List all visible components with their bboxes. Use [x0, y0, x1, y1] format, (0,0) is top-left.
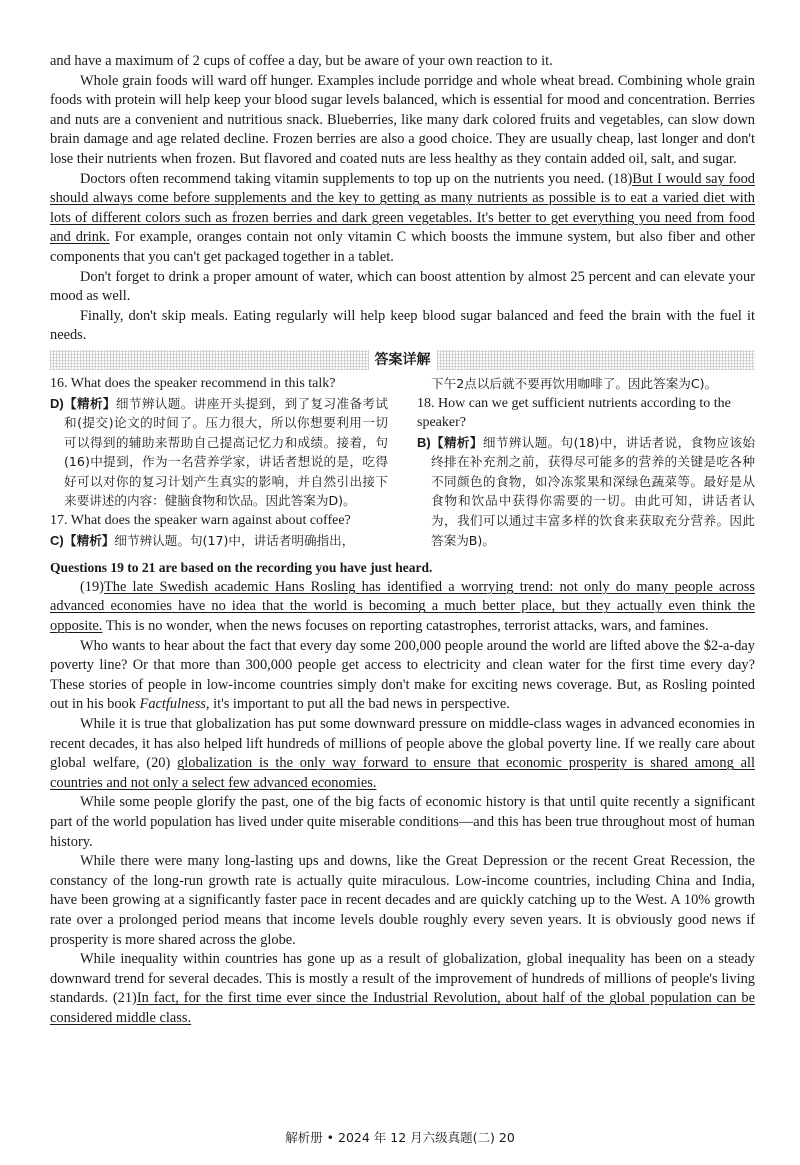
text-run: , it's important to put all the bad news in perspective.: [205, 696, 510, 713]
explanation-text: 细节辨认题。讲座开头提到，到了复习准备考试和(提交)论文的时间了。压力很大，所以你想要利用一切可以得到的辅助来帮助自己提高记忆力和成绩。接着，句(16)中提到，作为一名营养学家，讲话者想说的是，吃得好可以对你的复习计划产生真实的影响，并自然引出接下来要讲述的内容：健脑食物和饮品。因此答案为D)。: [64, 395, 389, 509]
answer-17-continued: 下午2点以后就不要再饮用咖啡了。因此答案为C)。: [431, 375, 718, 391]
answer-17: [50, 531, 388, 551]
paragraph: [50, 715, 755, 793]
question-16: 16. What does the speaker recommend in this talk?: [50, 375, 336, 391]
paragraph: Finally, don't skip meals. Eating regularly will help keep blood sugar balanced and feed the brain with the fuel it needs.: [50, 307, 755, 344]
underlined-answer-text: In fact, for the first time ever since the Industrial Revolution, about half of the global population can be considered middle class.: [50, 990, 755, 1026]
question-17: 17. What does the speaker warn against about coffee?: [50, 513, 351, 529]
answer-explanation: [64, 394, 388, 512]
section-heading: Questions 19 to 21 are based on the recording you have just heard.: [50, 560, 433, 576]
explanation-text: 细节辨认题。句(18)中，讲话者说，食物应该始终排在补充剂之前，获得尽可能多的营养的关键是吃各种不同颜色的食物，如冷冻浆果和深绿色蔬菜等。最好是从食物和饮品中获得你需要的一切。由此可知，讲话者认为，我们可以通过丰富多样的饮食来获取充分营养。因此答案为B)。: [431, 434, 756, 548]
book-title: Factfulness: [139, 696, 206, 713]
explanation-text: 细节辨认题。句(17)中，讲话者明确指出，: [114, 532, 355, 548]
paragraph: [50, 578, 755, 637]
underlined-answer-text: globalization is the only way forward to ensure that economic prosperity is shared among all countries and not only a select few advanced economies.: [50, 755, 755, 791]
analysis-tag: 【精析】: [64, 532, 115, 548]
question-18: 18. How can we get sufficient nutrients according to the speaker?: [417, 395, 731, 431]
paragraph: and have a maximum of 2 cups of coffee a day, but be aware of your own reaction to it.: [50, 53, 553, 69]
answer-column-left: [50, 374, 388, 550]
page-content: [50, 52, 755, 1029]
paragraph: While there were many long-lasting ups and downs, like the Great Depression or the recent Great Recession, the constancy of the long-run growth rate is actually quite miraculous. Low-income countries, including China and India, have been growing at a significantly faster pace in recent decades and are quickly catching up to the West. A 10% growth rate over a prolonged period means that income levels double roughly every seven years. It is obviously good news if prosperity is more shared across the globe.: [50, 853, 755, 948]
text-run: (19): [80, 578, 104, 595]
text-run: While it is true that globalization has put some downward pressure on middle-class wages in advanced economies in recent decades, it has also helped lift hundreds of millions of people above the global poverty line. If we really care about global welfare, (20): [50, 716, 755, 772]
analysis-tag: 【精析】: [431, 434, 483, 450]
banner-title: 答案详解: [369, 350, 437, 370]
answer-18: [417, 433, 755, 551]
text-run: This is no wonder, when the news focuses on reporting catastrophes, terrorist attacks, wars, and famines.: [102, 618, 709, 635]
text-run: Doctors often recommend taking vitamin supplements to top up on the nutrients you need. (18): [80, 170, 633, 187]
text-run: Who wants to hear about the fact that every day some 200,000 people around the world are lifted above the $2-a-day poverty line? Or that more than 300,000 people get access to electricity and clean water for the first time every day? These stories of people in low-income countries simply don't make for exciting news coverage. But, as Rosling pointed out in his book: [50, 637, 755, 713]
answer-16: [50, 394, 388, 512]
answer-columns: [50, 374, 755, 550]
paragraph: [50, 637, 755, 715]
answer-column-right: [417, 374, 755, 550]
answer-explanation: [64, 531, 388, 551]
answer-letter: C): [50, 532, 64, 548]
answer-explanation: [431, 433, 755, 551]
text-run: While inequality within countries has gone up as a result of globalization, global inequality has been on a steady downward trend for several decades. This is mostly a result of the improvement of hundreds of millions of people's living standards. (21): [50, 951, 755, 1007]
answer-letter: D): [50, 395, 64, 411]
text-run: For example, oranges contain not only vitamin C which boosts the immune system, but also fiber and other components that you can't get packaged together in a tablet.: [50, 229, 755, 265]
page-footer: 解析册 • 2024 年 12 月六级真题(二) 20: [285, 1130, 515, 1145]
paragraph: Don't forget to drink a proper amount of water, which can boost attention by almost 25 percent and can elevate your mood as well.: [50, 268, 755, 305]
answer-letter: B): [417, 434, 431, 450]
underlined-answer-text: The late Swedish academic Hans Rosling has identified a worrying trend: not only do many people across advanced economies have no idea that the world is becoming a much better place, but they actually even think the opposite.: [50, 578, 755, 635]
paragraph: [50, 950, 755, 1028]
answer-section-banner: [50, 350, 755, 370]
paragraph: [50, 170, 755, 268]
analysis-tag: 【精析】: [64, 395, 116, 411]
paragraph: Whole grain foods will ward off hunger. Examples include porridge and whole wheat bread. Combining whole grain foods with protein will help keep your blood sugar levels balanced, which is essential for mood and concentration. Berries and nuts are a convenient and nutritious snack. Blueberries, like many dark colored fruits and vegetables, can slow down brain damage and age related decline. Frozen berries are also a good choice. They are usually cheap, last longer and don't lose their nutrients when frozen. But flavored and coated nuts are less healthy as they contain added oil, salt, and sugar.: [50, 72, 755, 167]
paragraph: While some people glorify the past, one of the big facts of economic history is that until quite recently a significant part of the world population has lived under quite miserable conditions—and this has been true throughout most of human history.: [50, 794, 755, 850]
underlined-answer-text: But I would say food should always come before supplements and the key to getting as many nutrients as possible is to eat a varied diet with lots of different colors such as frozen berries and dark green vegetables. It's better to get everything you need from food and drink.: [50, 170, 755, 246]
